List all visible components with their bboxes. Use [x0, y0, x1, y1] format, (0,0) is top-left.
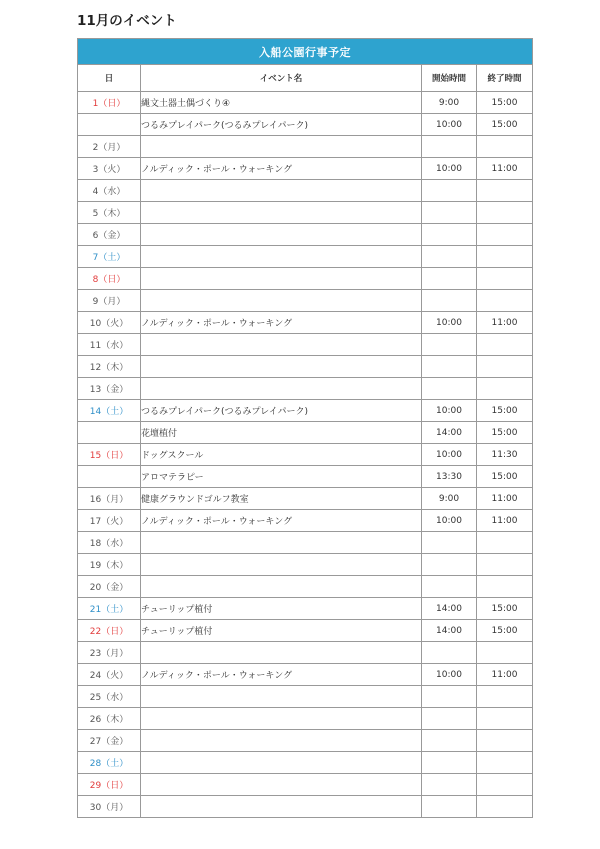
start-time-cell: 10:00: [422, 400, 477, 422]
end-time-cell: 15:00: [477, 422, 533, 444]
date-cell: 9（月）: [78, 290, 141, 312]
event-name-cell: ノルディック・ポール・ウォーキング: [141, 664, 422, 686]
table-row: [78, 378, 533, 400]
start-time-cell: 14:00: [422, 422, 477, 444]
start-time-cell: [422, 730, 477, 752]
end-time-cell: 15:00: [477, 466, 533, 488]
end-time-cell: 11:00: [477, 158, 533, 180]
date-cell: 20（金）: [78, 576, 141, 598]
date-cell: 13（金）: [78, 378, 141, 400]
end-time-cell: [477, 532, 533, 554]
date-cell: 29（日）: [78, 774, 141, 796]
event-name-cell: [141, 686, 422, 708]
start-time-cell: [422, 796, 477, 818]
end-time-cell: [477, 290, 533, 312]
event-name-cell: [141, 378, 422, 400]
date-cell: 28（土）: [78, 752, 141, 774]
event-name-cell: [141, 290, 422, 312]
header-event: イベント名: [141, 65, 422, 92]
table-row: [78, 796, 533, 818]
event-name-cell: [141, 334, 422, 356]
date-cell: 22（日）: [78, 620, 141, 642]
start-time-cell: [422, 268, 477, 290]
event-name-cell: [141, 576, 422, 598]
page-title: 11月のイベント: [77, 13, 177, 29]
start-time-cell: 10:00: [422, 312, 477, 334]
event-name-cell: [141, 730, 422, 752]
end-time-cell: [477, 378, 533, 400]
header-date: 日: [78, 65, 141, 92]
table-row: [78, 686, 533, 708]
table-row: [78, 466, 533, 488]
end-time-cell: [477, 268, 533, 290]
event-name-cell: つるみプレイパーク(つるみプレイパーク): [141, 400, 422, 422]
table-row: [78, 774, 533, 796]
event-name-cell: [141, 246, 422, 268]
date-cell: 12（木）: [78, 356, 141, 378]
end-time-cell: [477, 202, 533, 224]
end-time-cell: 15:00: [477, 620, 533, 642]
end-time-cell: [477, 576, 533, 598]
start-time-cell: [422, 356, 477, 378]
end-time-cell: [477, 224, 533, 246]
table-row: [78, 136, 533, 158]
table-row: [78, 730, 533, 752]
event-name-cell: [141, 136, 422, 158]
table-row: [78, 510, 533, 532]
end-time-cell: [477, 796, 533, 818]
start-time-cell: [422, 686, 477, 708]
start-time-cell: [422, 246, 477, 268]
end-time-cell: [477, 752, 533, 774]
start-time-cell: [422, 378, 477, 400]
date-cell: 6（金）: [78, 224, 141, 246]
date-cell: 26（木）: [78, 708, 141, 730]
end-time-cell: [477, 730, 533, 752]
end-time-cell: 11:00: [477, 488, 533, 510]
event-name-cell: [141, 796, 422, 818]
table-row: [78, 268, 533, 290]
event-name-cell: [141, 224, 422, 246]
table-row: [78, 224, 533, 246]
end-time-cell: [477, 180, 533, 202]
start-time-cell: [422, 708, 477, 730]
event-name-cell: [141, 642, 422, 664]
date-cell: 8（日）: [78, 268, 141, 290]
table-row: [78, 752, 533, 774]
end-time-cell: 11:30: [477, 444, 533, 466]
table-row: [78, 642, 533, 664]
event-name-cell: ノルディック・ポール・ウォーキング: [141, 510, 422, 532]
start-time-cell: 10:00: [422, 114, 477, 136]
event-name-cell: アロマテラピー: [141, 466, 422, 488]
start-time-cell: 14:00: [422, 620, 477, 642]
event-name-cell: 健康グラウンドゴルフ教室: [141, 488, 422, 510]
date-cell: 24（火）: [78, 664, 141, 686]
start-time-cell: 10:00: [422, 444, 477, 466]
table-row: [78, 246, 533, 268]
start-time-cell: [422, 554, 477, 576]
event-name-cell: [141, 356, 422, 378]
start-time-cell: [422, 202, 477, 224]
date-cell: 25（水）: [78, 686, 141, 708]
end-time-cell: 15:00: [477, 114, 533, 136]
end-time-cell: 11:00: [477, 510, 533, 532]
date-cell: 30（月）: [78, 796, 141, 818]
table-title: 入船公園行事予定: [78, 39, 533, 65]
start-time-cell: [422, 576, 477, 598]
table-row: [78, 554, 533, 576]
table-row: [78, 620, 533, 642]
table-title-row: [78, 39, 533, 65]
table-row: [78, 92, 533, 114]
start-time-cell: 10:00: [422, 664, 477, 686]
end-time-cell: [477, 642, 533, 664]
table-row: [78, 312, 533, 334]
start-time-cell: 10:00: [422, 158, 477, 180]
start-time-cell: 13:30: [422, 466, 477, 488]
end-time-cell: 15:00: [477, 92, 533, 114]
date-cell: 11（水）: [78, 334, 141, 356]
date-cell: 17（火）: [78, 510, 141, 532]
date-cell: 21（土）: [78, 598, 141, 620]
table-row: [78, 664, 533, 686]
table-row: [78, 444, 533, 466]
event-name-cell: [141, 554, 422, 576]
start-time-cell: [422, 180, 477, 202]
header-start-time: 開始時間: [422, 65, 477, 92]
date-cell: 16（月）: [78, 488, 141, 510]
table-header-row: [78, 65, 533, 92]
date-cell: 4（水）: [78, 180, 141, 202]
date-cell: [78, 466, 141, 488]
date-cell: 15（日）: [78, 444, 141, 466]
table-row: [78, 334, 533, 356]
event-name-cell: ノルディック・ポール・ウォーキング: [141, 158, 422, 180]
table-row: [78, 488, 533, 510]
date-cell: 1（日）: [78, 92, 141, 114]
table-row: [78, 202, 533, 224]
end-time-cell: [477, 774, 533, 796]
end-time-cell: [477, 686, 533, 708]
table-row: [78, 598, 533, 620]
table-row: [78, 576, 533, 598]
start-time-cell: [422, 642, 477, 664]
end-time-cell: 15:00: [477, 400, 533, 422]
table-row: [78, 158, 533, 180]
end-time-cell: [477, 334, 533, 356]
end-time-cell: 15:00: [477, 598, 533, 620]
event-name-cell: つるみプレイパーク(つるみプレイパーク): [141, 114, 422, 136]
event-name-cell: 縄文土器土偶づくり④: [141, 92, 422, 114]
date-cell: 23（月）: [78, 642, 141, 664]
table-row: [78, 422, 533, 444]
table-row: [78, 290, 533, 312]
table-row: [78, 708, 533, 730]
start-time-cell: 9:00: [422, 92, 477, 114]
date-cell: 5（木）: [78, 202, 141, 224]
end-time-cell: [477, 356, 533, 378]
event-name-cell: チューリップ植付: [141, 620, 422, 642]
event-name-cell: ノルディック・ポール・ウォーキング: [141, 312, 422, 334]
end-time-cell: [477, 136, 533, 158]
event-schedule-table: [77, 38, 533, 818]
table-row: [78, 114, 533, 136]
start-time-cell: 9:00: [422, 488, 477, 510]
date-cell: 2（月）: [78, 136, 141, 158]
table-row: [78, 400, 533, 422]
date-cell: 3（火）: [78, 158, 141, 180]
event-name-cell: [141, 774, 422, 796]
start-time-cell: [422, 752, 477, 774]
table-row: [78, 356, 533, 378]
end-time-cell: 11:00: [477, 664, 533, 686]
event-name-cell: 花壇植付: [141, 422, 422, 444]
date-cell: [78, 422, 141, 444]
table-body: [78, 92, 533, 818]
start-time-cell: 14:00: [422, 598, 477, 620]
end-time-cell: [477, 708, 533, 730]
start-time-cell: [422, 774, 477, 796]
date-cell: 10（火）: [78, 312, 141, 334]
table-row: [78, 532, 533, 554]
date-cell: [78, 114, 141, 136]
start-time-cell: 10:00: [422, 510, 477, 532]
date-cell: 14（土）: [78, 400, 141, 422]
start-time-cell: [422, 334, 477, 356]
event-name-cell: [141, 532, 422, 554]
start-time-cell: [422, 290, 477, 312]
event-name-cell: [141, 708, 422, 730]
date-cell: 18（水）: [78, 532, 141, 554]
date-cell: 27（金）: [78, 730, 141, 752]
start-time-cell: [422, 532, 477, 554]
end-time-cell: [477, 246, 533, 268]
date-cell: 19（木）: [78, 554, 141, 576]
event-name-cell: ドッグスクール: [141, 444, 422, 466]
end-time-cell: [477, 554, 533, 576]
table-row: [78, 180, 533, 202]
start-time-cell: [422, 136, 477, 158]
start-time-cell: [422, 224, 477, 246]
event-name-cell: [141, 202, 422, 224]
event-name-cell: [141, 180, 422, 202]
header-end-time: 終了時間: [477, 65, 533, 92]
event-name-cell: チューリップ植付: [141, 598, 422, 620]
event-name-cell: [141, 752, 422, 774]
date-cell: 7（土）: [78, 246, 141, 268]
event-name-cell: [141, 268, 422, 290]
end-time-cell: 11:00: [477, 312, 533, 334]
